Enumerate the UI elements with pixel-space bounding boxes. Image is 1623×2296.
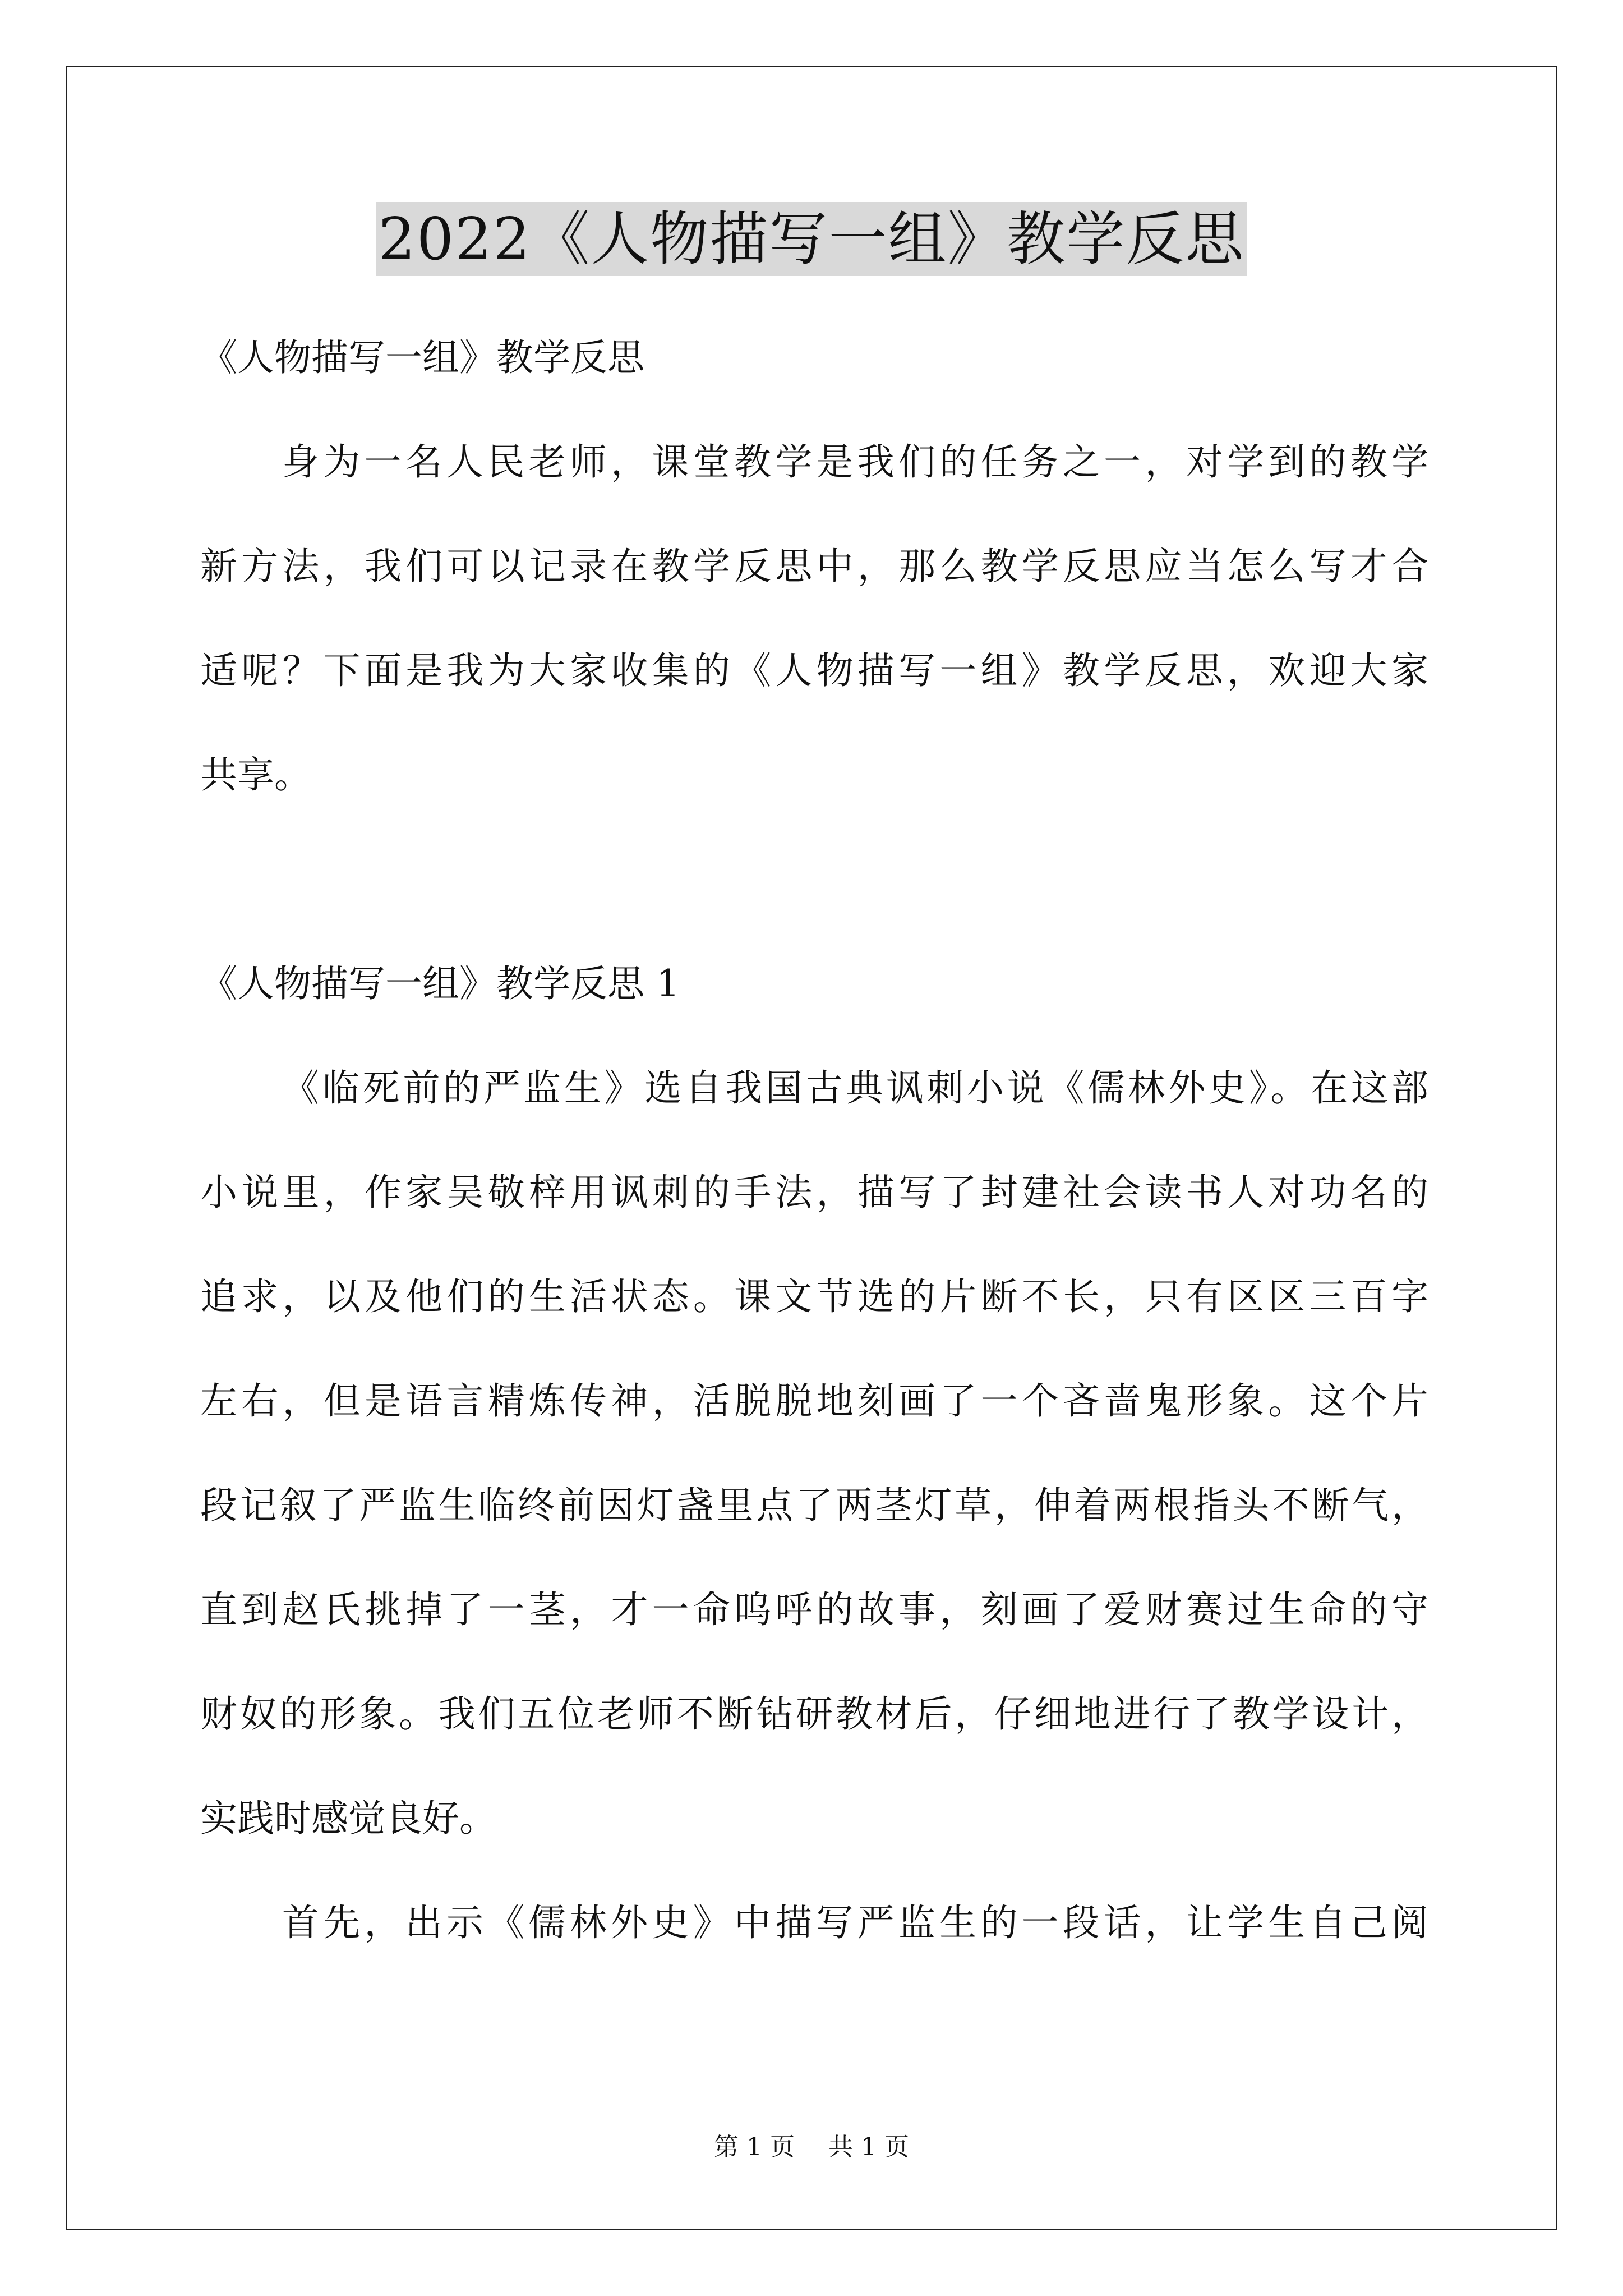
document-body	[200, 306, 1428, 1975]
section-line-8: 实践时感觉良好。	[200, 1797, 496, 1840]
document-subtitle: 《人物描写一组》教学反思	[200, 336, 644, 379]
next-paragraph-line: 首先，出示《儒林外史》中描写严监生的一段话，让学生自己阅	[282, 1901, 1428, 1944]
section-heading: 《人物描写一组》教学反思 1	[200, 962, 680, 1005]
document-title: 2022《人物描写一组》教学反思	[376, 202, 1247, 276]
intro-line-1: 身为一名人民老师，课堂教学是我们的任务之一，对学到的教学	[282, 440, 1428, 484]
paragraph-gap	[200, 827, 1428, 932]
section-line-7: 财奴的形象。我们五位老师不断钻研教材后，仔细地进行了教学设计，	[200, 1692, 1428, 1736]
intro-line-2: 新方法，我们可以记录在教学反思中，那么教学反思应当怎么写才合	[200, 545, 1428, 588]
intro-line-3: 适呢？下面是我为大家收集的《人物描写一组》教学反思，欢迎大家	[200, 649, 1428, 692]
section-line-5: 段记叙了严监生临终前因灯盏里点了两茎灯草，伸着两根指头不断气，	[200, 1484, 1428, 1527]
section-line-6: 直到赵氏挑掉了一茎，才一命呜呼的故事，刻画了爱财赛过生命的守	[200, 1588, 1428, 1631]
section-line-4: 左右，但是语言精炼传神，活脱脱地刻画了一个吝啬鬼形象。这个片	[200, 1379, 1428, 1423]
section-line-2: 小说里，作家吴敬梓用讽刺的手法，描写了封建社会读书人对功名的	[200, 1171, 1428, 1214]
section-line-1: 《临死前的严监生》选自我国古典讽刺小说《儒林外史》。在这部	[282, 1066, 1428, 1110]
page-footer	[0, 2131, 1623, 2164]
title-container	[0, 202, 1623, 276]
section-line-3: 追求，以及他们的生活状态。课文节选的片断不长，只有区区三百字	[200, 1275, 1428, 1318]
intro-line-4: 共享。	[200, 753, 311, 797]
page-total: 共 1 页	[828, 2133, 909, 2161]
page-number: 第 1 页	[714, 2133, 795, 2161]
